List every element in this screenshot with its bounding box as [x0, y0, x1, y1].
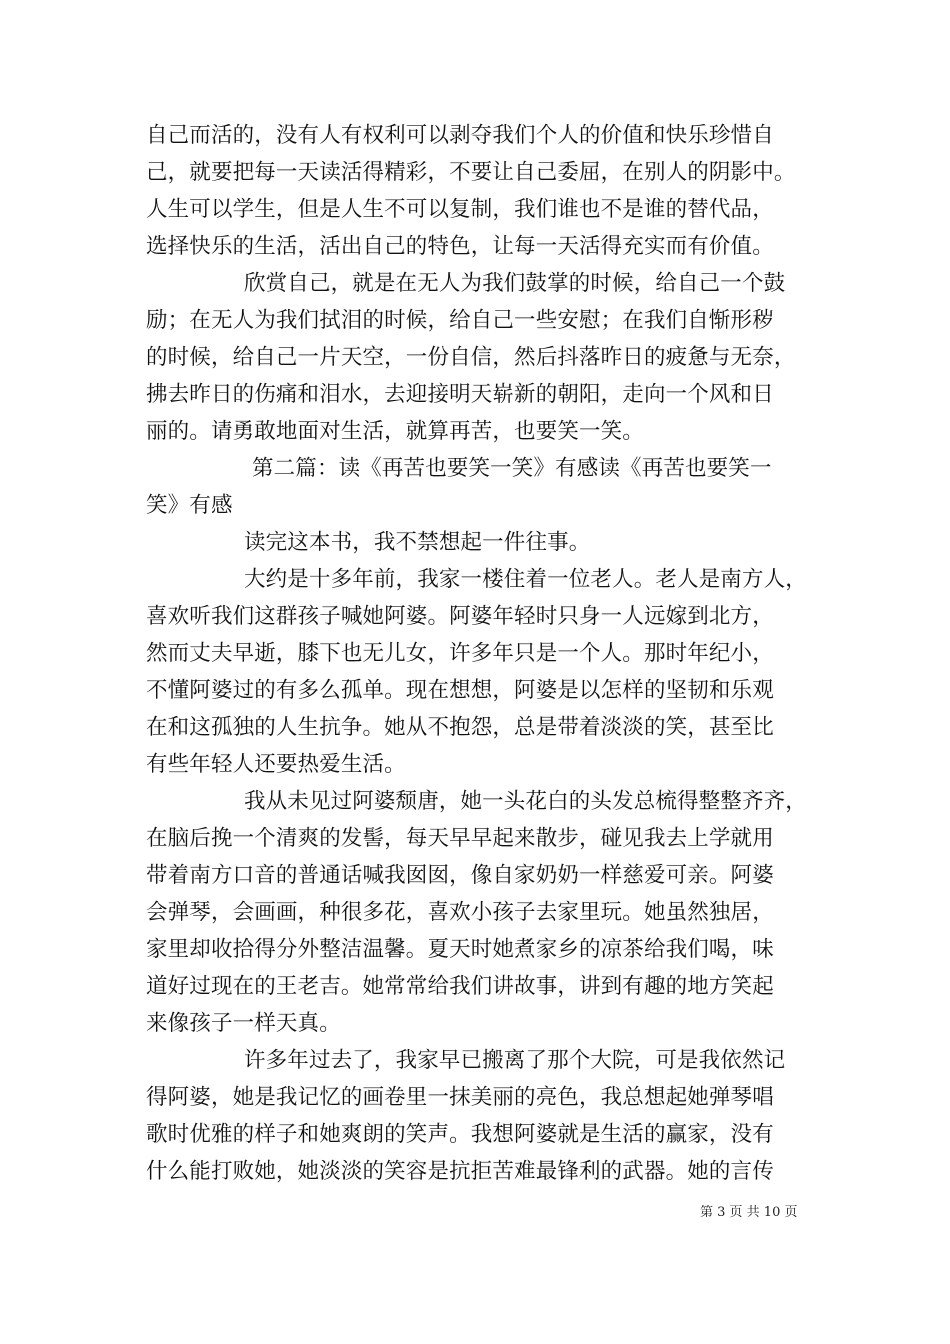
text-line: 大约是十多年前，我家一楼住着一位老人。老人是南方人， [244, 567, 807, 592]
text-line: 喜欢听我们这群孩子喊她阿婆。阿婆年轻时只身一人远嫁到北方， [146, 604, 774, 629]
text-line: 什么能打败她，她淡淡的笑容是抗拒苦难最锋利的武器。她的言传 [146, 1159, 774, 1184]
text-line: 拂去昨日的伤痛和泪水，去迎接明天崭新的朝阳，走向一个风和日 [146, 382, 774, 407]
text-line: 得阿婆，她是我记忆的画卷里一抹美丽的亮色，我总想起她弹琴唱 [146, 1085, 774, 1110]
text-line: 带着南方口音的普通话喊我囡囡，像自家奶奶一样慈爱可亲。阿婆 [146, 863, 774, 888]
text-line: 自己而活的，没有人有权利可以剥夺我们个人的价值和快乐珍惜自 [146, 123, 774, 148]
text-line: 选择快乐的生活，活出自己的特色，让每一天活得充实而有价值。 [146, 234, 774, 259]
text-line: 在和这孤独的人生抗争。她从不抱怨，总是带着淡淡的笑，甚至比 [146, 715, 774, 740]
text-line: 然而丈夫早逝，膝下也无儿女，许多年只是一个人。那时年纪小， [146, 641, 774, 666]
text-line: 会弹琴，会画画，种很多花，喜欢小孩子去家里玩。她虽然独居， [146, 900, 774, 925]
text-line: 我从未见过阿婆颓唐，她一头花白的头发总梳得整整齐齐， [244, 789, 807, 814]
text-line: 励；在无人为我们拭泪的时候，给自己一些安慰；在我们自惭形秽 [146, 308, 774, 333]
text-line: 不懂阿婆过的有多么孤单。现在想想，阿婆是以怎样的坚韧和乐观 [146, 678, 774, 703]
text-line: 欣赏自己，就是在无人为我们鼓掌的时候，给自己一个鼓 [244, 271, 786, 296]
text-line: 许多年过去了，我家早已搬离了那个大院，可是我依然记 [244, 1048, 786, 1073]
text-line: 道好过现在的王老吉。她常常给我们讲故事，讲到有趣的地方笑起 [146, 974, 774, 999]
page-number: 第 3 页 共 10 页 [700, 1205, 798, 1220]
document-body [146, 117, 811, 1190]
text-line: 己，就要把每一天读活得精彩，不要让自己委屈，在别人的阴影中。 [146, 160, 796, 185]
text-line: 的时候，给自己一片天空，一份自信，然后抖落昨日的疲惫与无奈， [146, 345, 796, 370]
section-title-continued: 笑》有感 [146, 493, 233, 518]
text-line: 有些年轻人还要热爱生活。 [146, 752, 406, 777]
text-line: 丽的。请勇敢地面对生活，就算再苦，也要笑一笑。 [146, 419, 644, 444]
text-line: 家里却收拾得分外整洁温馨。夏天时她煮家乡的凉茶给我们喝，味 [146, 937, 774, 962]
text-line: 人生可以学生，但是人生不可以复制，我们谁也不是谁的替代品， [146, 197, 774, 222]
text-line: 来像孩子一样天真。 [146, 1011, 341, 1036]
text-line: 歌时优雅的样子和她爽朗的笑声。我想阿婆就是生活的赢家，没有 [146, 1122, 774, 1147]
text-line: 读完这本书，我不禁想起一件往事。 [244, 530, 591, 555]
text-line: 在脑后挽一个清爽的发髻，每天早早起来散步，碰见我去上学就用 [146, 826, 774, 851]
section-title: 第二篇：读《再苦也要笑一笑》有感读《再苦也要笑一 [252, 456, 772, 481]
